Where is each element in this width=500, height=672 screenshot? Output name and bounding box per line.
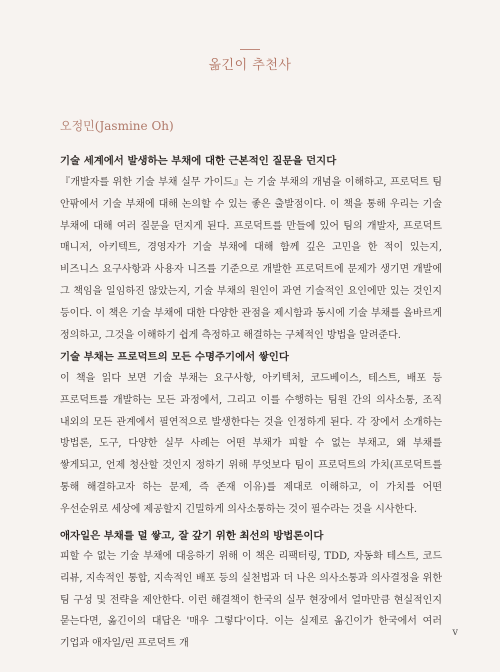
title-ornament — [240, 49, 260, 50]
author-name: 오정민(Jasmine Oh) — [60, 119, 174, 133]
section-body-1: 『개발자를 위한 기술 부채 실무 가이드』는 기술 부채의 개념을 이해하고, 프로덕트 팀 안팎에서 기술 부채에 대해 논의할 수 있는 좋은 출발점이다. 이 책을 통해 우리는 기술 부채에 대해 여러 질문을 던지게 된다. 프로덕트를 만들에 있어 팀의 개발자, 프로덕트 매니저, 아키텍트, 경영자가 기술 부채에 대해 함께 깊은 고민을 한 적이 있는지, 비즈니스 요구사항과 사용자 니즈를 기준으로 개발한 프로덕트에 문제가 생기면 개발에 그 책임을 일임하진 않았는지, 기술 부채의 원인이 과연 기술적인 요인에만 있는 것인지 등이다. 이 책은 기술 부채에 대한 다양한 관점을 제시함과 동시에 기술 부채를 올바르게 정의하고, 그것을 이해하기 쉽게 측정하고 해결하는 구체적인 방법을 알려준다. — [60, 177, 442, 341]
section-body-2: 이 책을 읽다 보면 기술 부채는 요구사항, 아키텍처, 코드베이스, 테스트, 배포 등 프로덕트를 개발하는 모든 과정에서, 그리고 이를 수행하는 팀원 간의 의사소통, 조직 내외의 모든 관계에서 필연적으로 발생한다는 것을 인정하게 된다. 각 장에서 소개하는 방법론, 도구, 다양한 실무 사례는 어떤 부채가 피할 수 없는 부채고, 왜 부채를 쌓게되고, 언제 청산할 것인지 정하기 위해 무엇보다 팀이 프로덕트의 가치(프로덕트를 통해 해결하고자 하는 문제, 즉 존재 이유)를 제대로 이해하고, 이 가치를 어떤 우선순위로 세상에 제공할지 긴밀하게 의사소통하는 것이 필수라는 것을 시사한다. — [60, 373, 442, 515]
section-title: 옮긴이 추천사 — [208, 58, 292, 73]
page-number: v — [452, 627, 458, 638]
section-heading-2: 기술 부채는 프로덕트의 모든 수명주기에서 쌓인다 — [60, 351, 289, 363]
section-body-3: 피할 수 없는 기술 부채에 대응하기 위해 이 책은 리팩터링, TDD, 자동화 테스트, 코드 리뷰, 지속적인 통합, 지속적인 배포 등의 실천법과 더 나은 의사소통과 의사결정을 위한 팀 구성 및 전략을 제안한다. 이런 해결책이 한국의 실무 현장에서 얼마만큼 현실적인지 묻는다면, 옮긴이의 대답은 '매우 그렇다'이다. 이는 실제로 옮긴이가 한국에서 여러 기업과 애자일/린 프로덕트 개 — [60, 551, 442, 650]
section-heading-1: 기술 세계에서 발생하는 부채에 대한 근본적인 질문을 던지다 — [60, 155, 337, 167]
section-heading-3: 애자일은 부채를 덜 쌓고, 잘 갚기 위한 최선의 방법론이다 — [60, 530, 324, 542]
